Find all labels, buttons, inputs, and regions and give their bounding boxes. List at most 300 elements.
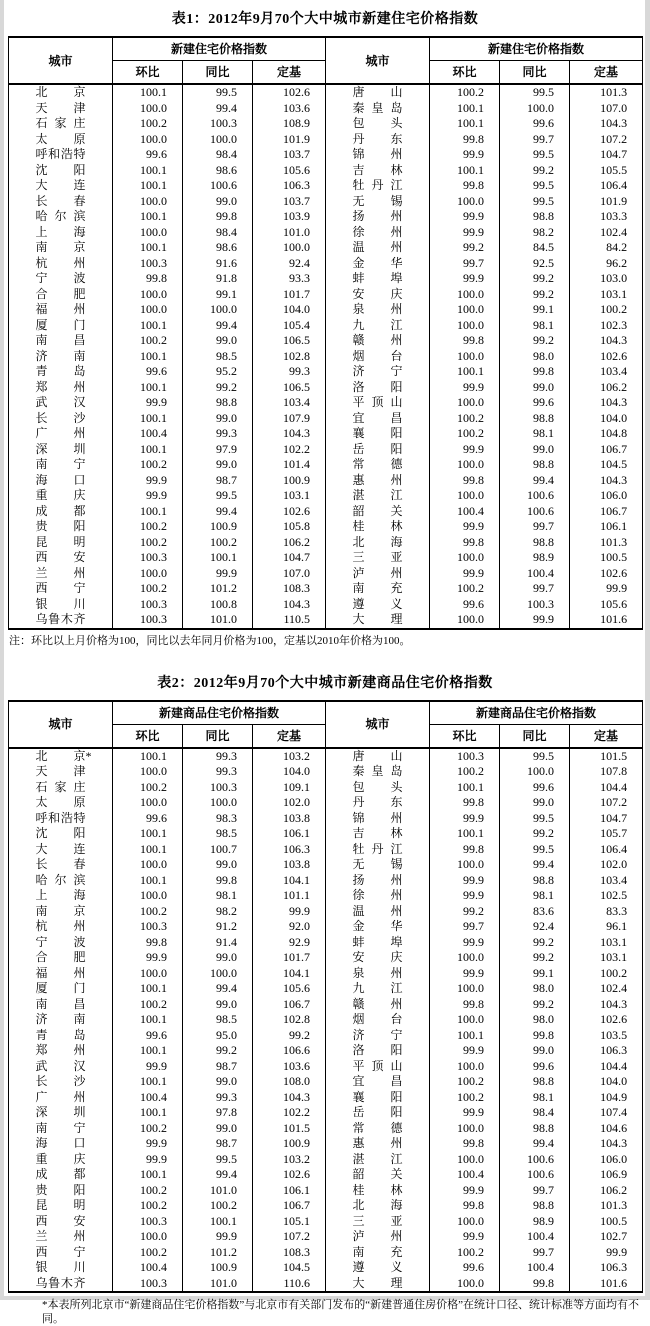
index-value-cell: 99.6 xyxy=(430,597,500,613)
city-cell xyxy=(326,1152,430,1168)
index-value-cell: 99.9 xyxy=(500,612,570,629)
city-cell xyxy=(326,240,430,256)
index-value-cell: 100.0 xyxy=(430,302,500,318)
table2-body xyxy=(9,748,643,1293)
index-value-cell: 99.5 xyxy=(183,84,253,101)
city-cell xyxy=(9,1028,113,1044)
index-value-cell: 100.2 xyxy=(113,581,183,597)
index-value-cell: 103.0 xyxy=(570,271,643,287)
city-cell xyxy=(9,950,113,966)
index-value-cell: 101.2 xyxy=(183,1245,253,1261)
city-name: 三亚 xyxy=(352,550,403,564)
col-header-city-right: 城市 xyxy=(326,37,430,84)
index-value-cell: 106.0 xyxy=(570,488,643,504)
city-cell xyxy=(326,950,430,966)
table-row xyxy=(9,550,643,566)
table-row xyxy=(9,116,643,132)
city-name: 赣州 xyxy=(352,996,403,1011)
table-row xyxy=(9,1090,643,1106)
city-cell xyxy=(326,519,430,535)
city-name: 牡丹江 xyxy=(352,178,403,192)
table1-note: 注：环比以上月价格为100，同比以去年同月价格为100，定基以2010年价格为100。 xyxy=(9,634,411,647)
index-value-cell: 97.9 xyxy=(183,442,253,458)
index-value-cell: 101.0 xyxy=(253,225,326,241)
index-value-cell: 110.6 xyxy=(253,1276,326,1293)
city-name: 海口 xyxy=(35,1136,86,1150)
index-value-cell: 101.3 xyxy=(570,84,643,101)
city-name: 吉林 xyxy=(352,826,403,840)
index-value-cell: 100.6 xyxy=(500,504,570,520)
col-header-city-left: 城市 xyxy=(9,37,113,84)
city-name: 福州 xyxy=(35,965,86,980)
index-value-cell: 104.7 xyxy=(570,147,643,163)
city-cell xyxy=(9,1012,113,1028)
city-name: 成都 xyxy=(35,1167,86,1181)
index-value-cell: 105.4 xyxy=(253,318,326,334)
city-cell xyxy=(9,457,113,473)
index-value-cell: 100.0 xyxy=(113,888,183,904)
index-value-cell: 107.4 xyxy=(570,1105,643,1121)
table-row xyxy=(9,457,643,473)
index-value-cell: 99.9 xyxy=(113,950,183,966)
city-name: 南宁 xyxy=(35,1120,86,1135)
index-value-cell: 100.0 xyxy=(113,302,183,318)
index-value-cell: 100.1 xyxy=(430,163,500,179)
index-value-cell: 104.0 xyxy=(570,1074,643,1090)
index-value-cell: 103.4 xyxy=(570,364,643,380)
city-cell xyxy=(9,194,113,210)
index-value-cell: 100.1 xyxy=(113,873,183,889)
index-value-cell: 104.3 xyxy=(570,116,643,132)
index-value-cell: 100.2 xyxy=(183,535,253,551)
city-cell xyxy=(326,919,430,935)
city-name: 吉林 xyxy=(352,162,403,177)
index-value-cell: 99.5 xyxy=(500,811,570,827)
index-value-cell: 99.0 xyxy=(183,857,253,873)
city-cell xyxy=(9,225,113,241)
index-value-cell: 101.0 xyxy=(183,612,253,629)
index-value-cell: 99.8 xyxy=(430,333,500,349)
index-value-cell: 92.4 xyxy=(253,256,326,272)
table-row xyxy=(9,271,643,287)
index-value-cell: 100.0 xyxy=(430,1214,500,1230)
table-row xyxy=(9,966,643,982)
index-value-cell: 102.6 xyxy=(253,504,326,520)
city-cell xyxy=(326,873,430,889)
index-value-cell: 100.1 xyxy=(113,1043,183,1059)
index-value-cell: 101.9 xyxy=(570,194,643,210)
index-value-cell: 104.3 xyxy=(570,1136,643,1152)
city-cell xyxy=(326,1198,430,1214)
index-value-cell: 99.0 xyxy=(500,380,570,396)
city-name: 锦州 xyxy=(352,810,403,825)
index-value-cell: 100.1 xyxy=(430,1028,500,1044)
city-name: 韶关 xyxy=(352,503,403,518)
index-value-cell: 101.0 xyxy=(183,1183,253,1199)
city-cell xyxy=(9,1059,113,1075)
city-name: 湛江 xyxy=(352,488,403,502)
index-value-cell: 106.7 xyxy=(253,1198,326,1214)
index-value-cell: 103.8 xyxy=(253,857,326,873)
city-cell xyxy=(326,442,430,458)
index-value-cell: 106.6 xyxy=(253,1043,326,1059)
table-row xyxy=(9,873,643,889)
index-value-cell: 99.3 xyxy=(183,748,253,765)
city-name: 宁波 xyxy=(35,271,86,285)
index-value-cell: 102.2 xyxy=(253,442,326,458)
table-row xyxy=(9,888,643,904)
index-value-cell: 100.9 xyxy=(183,1260,253,1276)
index-value-cell: 106.5 xyxy=(253,380,326,396)
city-name: 西宁 xyxy=(35,1244,86,1259)
index-value-cell: 98.1 xyxy=(183,888,253,904)
city-cell xyxy=(9,442,113,458)
city-name: 锦州 xyxy=(352,147,403,161)
table-row xyxy=(9,163,643,179)
index-value-cell: 103.2 xyxy=(253,1152,326,1168)
city-cell xyxy=(326,1012,430,1028)
col-header-yoy: 同比 xyxy=(500,724,570,748)
index-value-cell: 110.5 xyxy=(253,612,326,629)
table1-title: 表1：2012年9月70个大中城市新建住宅价格指数 xyxy=(171,12,479,27)
city-cell xyxy=(9,1074,113,1090)
table-row xyxy=(9,178,643,194)
index-value-cell: 101.6 xyxy=(570,1276,643,1293)
index-value-cell: 104.5 xyxy=(570,457,643,473)
city-name: 桂林 xyxy=(352,519,403,533)
city-name: 平顶山 xyxy=(352,1058,403,1073)
city-cell xyxy=(326,132,430,148)
index-value-cell: 91.4 xyxy=(183,935,253,951)
index-value-cell: 107.2 xyxy=(253,1229,326,1245)
index-value-cell: 104.8 xyxy=(570,426,643,442)
table1-new-residential-price-index xyxy=(8,36,643,630)
index-value-cell: 100.1 xyxy=(113,209,183,225)
city-name: 九江 xyxy=(352,981,403,995)
city-name: 深圳 xyxy=(35,1105,86,1119)
index-value-cell: 99.4 xyxy=(183,981,253,997)
table-row xyxy=(9,519,643,535)
index-value-cell: 99.9 xyxy=(430,209,500,225)
index-value-cell: 99.8 xyxy=(430,795,500,811)
index-value-cell: 98.8 xyxy=(500,1074,570,1090)
index-value-cell: 103.1 xyxy=(570,287,643,303)
city-name: 扬州 xyxy=(352,209,403,223)
city-cell xyxy=(9,116,113,132)
index-value-cell: 104.3 xyxy=(570,473,643,489)
index-value-cell: 99.9 xyxy=(183,1229,253,1245)
table-row xyxy=(9,147,643,163)
index-value-cell: 107.0 xyxy=(570,101,643,117)
index-value-cell: 100.0 xyxy=(500,101,570,117)
index-value-cell: 100.9 xyxy=(183,519,253,535)
index-value-cell: 104.6 xyxy=(570,1121,643,1137)
table-row xyxy=(9,904,643,920)
index-value-cell: 100.2 xyxy=(430,411,500,427)
table-row xyxy=(9,764,643,780)
col-header-base: 定基 xyxy=(253,61,326,85)
city-cell xyxy=(326,612,430,629)
index-value-cell: 98.3 xyxy=(183,811,253,827)
index-value-cell: 102.6 xyxy=(570,1012,643,1028)
index-value-cell: 100.1 xyxy=(113,442,183,458)
table-row xyxy=(9,364,643,380)
city-cell xyxy=(326,1276,430,1293)
city-name: 扬州 xyxy=(352,872,403,887)
index-value-cell: 104.3 xyxy=(570,997,643,1013)
city-name: 北海 xyxy=(352,1198,403,1212)
city-name: 乌鲁木齐 xyxy=(35,612,86,626)
table-row xyxy=(9,919,643,935)
index-value-cell: 100.1 xyxy=(183,1214,253,1230)
index-value-cell: 99.0 xyxy=(500,442,570,458)
city-cell xyxy=(326,1043,430,1059)
index-value-cell: 100.2 xyxy=(113,519,183,535)
index-value-cell: 99.6 xyxy=(500,1059,570,1075)
index-value-cell: 100.0 xyxy=(113,194,183,210)
index-value-cell: 99.4 xyxy=(183,101,253,117)
index-value-cell: 106.1 xyxy=(253,1183,326,1199)
index-value-cell: 91.8 xyxy=(183,271,253,287)
col-header-city-right: 城市 xyxy=(326,701,430,748)
index-value-cell: 99.2 xyxy=(500,271,570,287)
index-value-cell: 100.0 xyxy=(183,795,253,811)
index-value-cell: 98.7 xyxy=(183,1059,253,1075)
city-cell xyxy=(326,302,430,318)
index-value-cell: 99.7 xyxy=(500,132,570,148)
table-row xyxy=(9,581,643,597)
index-value-cell: 100.0 xyxy=(430,981,500,997)
city-cell xyxy=(9,919,113,935)
city-name: 宁波 xyxy=(35,934,86,949)
index-value-cell: 100.1 xyxy=(430,116,500,132)
table-row xyxy=(9,566,643,582)
index-value-cell: 99.2 xyxy=(500,935,570,951)
index-value-cell: 103.6 xyxy=(253,1059,326,1075)
city-cell xyxy=(326,1136,430,1152)
index-value-cell: 99.7 xyxy=(500,519,570,535)
table-row xyxy=(9,811,643,827)
index-value-cell: 99.8 xyxy=(500,1028,570,1044)
index-value-cell: 99.5 xyxy=(183,1152,253,1168)
index-value-cell: 98.7 xyxy=(183,1136,253,1152)
city-cell xyxy=(9,333,113,349)
index-value-cell: 100.3 xyxy=(113,612,183,629)
city-cell xyxy=(9,873,113,889)
table-row xyxy=(9,349,643,365)
index-value-cell: 103.1 xyxy=(570,935,643,951)
city-name: 武汉 xyxy=(35,395,86,409)
index-value-cell: 92.9 xyxy=(253,935,326,951)
table-row xyxy=(9,1059,643,1075)
city-name: 平顶山 xyxy=(352,395,403,409)
index-value-cell: 98.6 xyxy=(183,163,253,179)
index-value-cell: 100.0 xyxy=(430,349,500,365)
city-cell xyxy=(326,1183,430,1199)
city-name: 沈阳 xyxy=(35,162,86,177)
index-value-cell: 101.2 xyxy=(183,581,253,597)
city-cell xyxy=(326,163,430,179)
city-name: 烟台 xyxy=(352,348,403,363)
index-value-cell: 99.5 xyxy=(500,842,570,858)
index-value-cell: 99.1 xyxy=(500,966,570,982)
index-value-cell: 101.4 xyxy=(253,457,326,473)
index-value-cell: 99.7 xyxy=(430,256,500,272)
city-cell xyxy=(9,426,113,442)
city-cell xyxy=(326,811,430,827)
index-value-cell: 100.6 xyxy=(500,488,570,504)
city-cell xyxy=(9,240,113,256)
header-row-group xyxy=(9,37,643,61)
index-value-cell: 99.5 xyxy=(500,147,570,163)
index-value-cell: 99.9 xyxy=(253,904,326,920)
index-value-cell: 100.9 xyxy=(253,473,326,489)
index-value-cell: 100.1 xyxy=(113,349,183,365)
city-name: 兰州 xyxy=(35,1229,86,1243)
city-name: 烟台 xyxy=(352,1012,403,1026)
index-value-cell: 98.8 xyxy=(183,395,253,411)
table-row xyxy=(9,1012,643,1028)
city-cell xyxy=(9,1167,113,1183)
index-value-cell: 100.0 xyxy=(113,132,183,148)
index-value-cell: 100.0 xyxy=(430,1276,500,1293)
city-cell xyxy=(326,333,430,349)
index-value-cell: 100.0 xyxy=(113,566,183,582)
index-value-cell: 99.9 xyxy=(113,1059,183,1075)
city-name: 丹东 xyxy=(352,795,403,809)
city-cell xyxy=(326,1229,430,1245)
city-cell xyxy=(9,904,113,920)
index-value-cell: 99.2 xyxy=(500,163,570,179)
index-value-cell: 98.4 xyxy=(183,147,253,163)
index-value-cell: 98.5 xyxy=(183,826,253,842)
index-value-cell: 104.0 xyxy=(253,764,326,780)
index-value-cell: 99.3 xyxy=(253,364,326,380)
index-value-cell: 99.2 xyxy=(500,997,570,1013)
index-value-cell: 102.3 xyxy=(570,318,643,334)
index-value-cell: 100.3 xyxy=(113,597,183,613)
index-value-cell: 100.1 xyxy=(430,364,500,380)
city-cell xyxy=(326,101,430,117)
index-value-cell: 100.1 xyxy=(430,101,500,117)
index-value-cell: 100.3 xyxy=(113,919,183,935)
city-cell xyxy=(9,764,113,780)
index-value-cell: 100.2 xyxy=(113,457,183,473)
index-value-cell: 103.1 xyxy=(570,950,643,966)
index-value-cell: 100.1 xyxy=(113,504,183,520)
index-value-cell: 99.2 xyxy=(500,826,570,842)
city-cell xyxy=(9,318,113,334)
index-value-cell: 100.1 xyxy=(113,842,183,858)
table-row xyxy=(9,101,643,117)
city-name: 大理 xyxy=(352,1275,403,1290)
city-name: 南充 xyxy=(352,1244,403,1259)
city-name: 金华 xyxy=(352,919,403,933)
table-row xyxy=(9,395,643,411)
city-cell xyxy=(9,1276,113,1293)
index-value-cell: 100.0 xyxy=(183,302,253,318)
city-name: 常德 xyxy=(352,1120,403,1135)
index-value-cell: 106.4 xyxy=(570,842,643,858)
index-value-cell: 99.8 xyxy=(430,842,500,858)
table2-title: 表2：2012年9月70个大中城市新建商品住宅价格指数 xyxy=(157,675,493,691)
index-value-cell: 103.7 xyxy=(253,194,326,210)
index-value-cell: 99.4 xyxy=(500,1136,570,1152)
city-cell xyxy=(326,597,430,613)
index-value-cell: 100.1 xyxy=(430,826,500,842)
city-cell xyxy=(9,597,113,613)
city-name: 九江 xyxy=(352,317,403,332)
index-value-cell: 100.2 xyxy=(570,966,643,982)
index-value-cell: 104.0 xyxy=(253,302,326,318)
city-cell xyxy=(326,935,430,951)
city-name: 厦门 xyxy=(35,317,86,332)
index-value-cell: 98.8 xyxy=(500,1198,570,1214)
city-cell xyxy=(9,1090,113,1106)
index-value-cell: 102.6 xyxy=(570,566,643,582)
city-name: 温州 xyxy=(352,903,403,918)
city-name: 湛江 xyxy=(352,1151,403,1166)
table-row xyxy=(9,1152,643,1168)
index-value-cell: 100.4 xyxy=(430,504,500,520)
index-value-cell: 100.1 xyxy=(113,380,183,396)
col-header-yoy: 同比 xyxy=(500,61,570,85)
index-value-cell: 100.0 xyxy=(430,1012,500,1028)
index-value-cell: 102.8 xyxy=(253,1012,326,1028)
table-row xyxy=(9,1198,643,1214)
city-name: 徐州 xyxy=(352,224,403,239)
index-value-cell: 100.1 xyxy=(113,1167,183,1183)
city-name: 蚌埠 xyxy=(352,271,403,285)
city-name: 济南 xyxy=(35,348,86,363)
index-value-cell: 99.6 xyxy=(500,395,570,411)
index-value-cell: 100.2 xyxy=(430,84,500,101)
index-value-cell: 100.1 xyxy=(113,1012,183,1028)
city-name: 温州 xyxy=(352,240,403,254)
city-name: 广州 xyxy=(35,426,86,440)
index-value-cell: 98.8 xyxy=(500,457,570,473)
index-value-cell: 100.2 xyxy=(430,1245,500,1261)
city-cell xyxy=(9,826,113,842)
index-value-cell: 98.5 xyxy=(183,349,253,365)
table-row xyxy=(9,1276,643,1293)
city-name: 韶关 xyxy=(352,1167,403,1181)
city-name: 无锡 xyxy=(352,193,403,208)
index-value-cell: 100.3 xyxy=(113,1214,183,1230)
index-value-cell: 99.0 xyxy=(183,1074,253,1090)
city-name: 昆明 xyxy=(35,534,86,549)
city-name: 合肥 xyxy=(35,286,86,301)
index-value-cell: 98.6 xyxy=(183,240,253,256)
city-cell xyxy=(9,84,113,101)
index-value-cell: 83.3 xyxy=(570,904,643,920)
index-value-cell: 101.0 xyxy=(183,1276,253,1293)
index-value-cell: 100.2 xyxy=(430,1074,500,1090)
index-value-cell: 99.4 xyxy=(183,504,253,520)
col-header-city-left: 城市 xyxy=(9,701,113,748)
index-value-cell: 99.9 xyxy=(430,935,500,951)
index-value-cell: 100.2 xyxy=(113,997,183,1013)
city-cell xyxy=(326,1059,430,1075)
city-cell xyxy=(326,84,430,101)
index-value-cell: 106.2 xyxy=(570,1183,643,1199)
table-row xyxy=(9,612,643,629)
col-header-yoy: 同比 xyxy=(183,724,253,748)
index-value-cell: 100.4 xyxy=(500,1260,570,1276)
index-value-cell: 99.0 xyxy=(183,457,253,473)
index-value-cell: 100.0 xyxy=(430,550,500,566)
index-value-cell: 99.2 xyxy=(430,240,500,256)
